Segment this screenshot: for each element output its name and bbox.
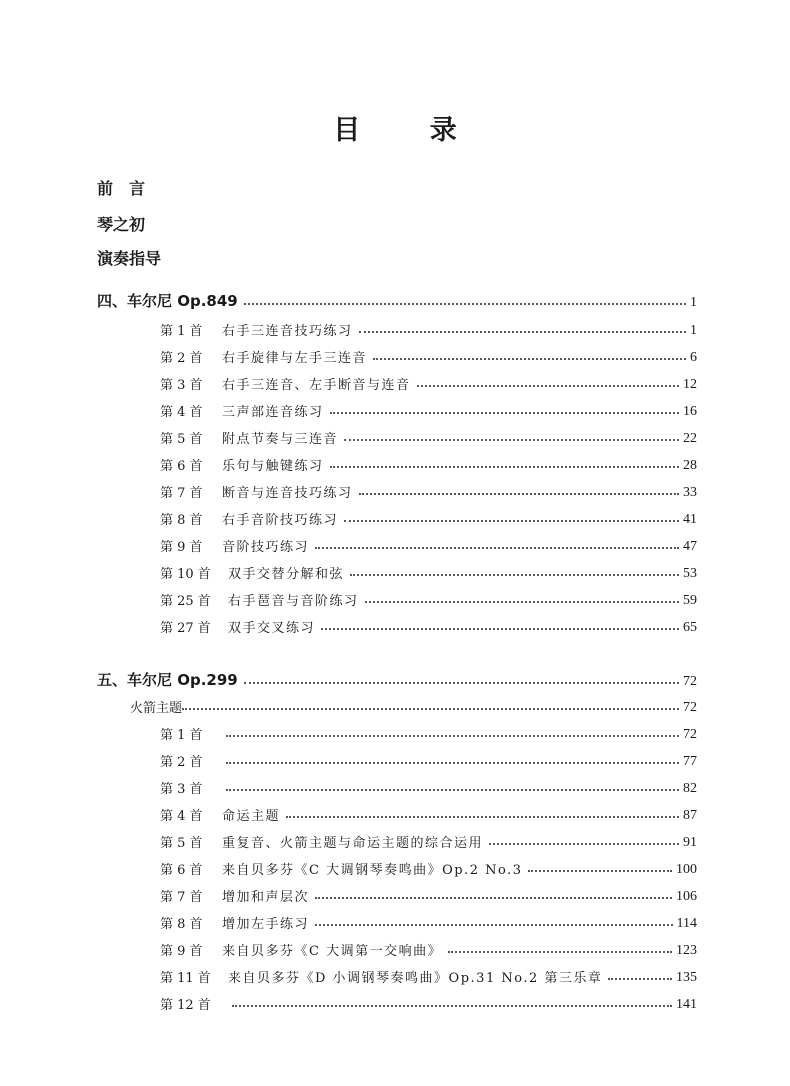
toc-entry-title: 双手交叉练习 [228,621,316,636]
toc-entry-title: 右手音阶技巧练习 [222,513,339,528]
dot-leader [330,412,679,414]
dot-leader [330,466,679,468]
toc-entry-title: 三声部连音练习 [222,405,324,420]
toc-entry-title: 音阶技巧练习 [222,540,310,555]
toc-entry-title: 增加和声层次 [222,890,310,905]
toc-entry-row[interactable] [160,883,697,905]
toc-page-number: 141 [676,997,697,1012]
toc-entry-number: 第 3 首 [160,378,203,393]
toc-section-row[interactable] [130,694,697,716]
dot-leader [182,708,679,710]
toc-intro-beginning: 琴之初 [97,215,146,234]
toc-entry-row[interactable] [160,317,697,339]
toc-part-title: 五、车尔尼 Op.299 [97,671,238,689]
dot-leader [528,870,672,872]
toc-entry-row[interactable] [160,452,697,474]
toc-entry-number: 第 6 首 [160,459,203,474]
toc-entry-title: 右手琶音与音阶练习 [228,594,359,609]
toc-page-number: 16 [683,404,697,419]
toc-entry-row[interactable] [160,425,697,447]
toc-entry-number: 第 4 首 [160,405,203,420]
toc-entry-row[interactable] [160,344,697,366]
toc-section-title: 火箭主题 [130,701,183,716]
dot-leader [344,439,679,441]
toc-page-number: 1 [690,295,697,310]
toc-entry-row[interactable] [160,560,697,582]
toc-entry-title: 重复音、火箭主题与命运主题的综合运用 [222,836,484,851]
dot-leader [315,547,679,549]
toc-page-number: 82 [683,781,697,796]
toc-page-number: 123 [676,943,697,958]
toc-page-number: 1 [690,323,697,338]
dot-leader [315,924,673,926]
toc-entry-title: 右手三连音技巧练习 [222,324,353,339]
dot-leader [244,303,686,305]
toc-page-number: 87 [683,808,697,823]
dot-leader [365,601,679,603]
toc-page-number: 12 [683,377,697,392]
toc-entry-row[interactable] [160,506,697,528]
toc-page-number: 72 [683,700,697,715]
toc-entry-number: 第 9 首 [160,540,203,555]
toc-intro-guidance: 演奏指导 [97,249,162,268]
toc-page-number: 114 [676,916,697,931]
toc-entry-row[interactable] [160,748,697,770]
dot-leader [286,816,679,818]
toc-entry-title: 右手三连音、左手断音与连音 [222,378,411,393]
dot-leader [359,331,686,333]
toc-entry-row[interactable] [160,721,697,743]
toc-entry-title: 来自贝多芬《C 大调钢琴奏鸣曲》Op.2 No.3 [222,863,523,878]
toc-entry-row[interactable] [160,479,697,501]
dot-leader [373,358,686,360]
toc-entry-title: 附点节奏与三连音 [222,432,339,447]
toc-entry-number: 第 11 首 [160,971,211,986]
toc-entry-title: 来自贝多芬《D 小调钢琴奏鸣曲》Op.31 No.2 第三乐章 [228,971,603,986]
toc-page-number: 135 [676,970,697,985]
toc-entry-number: 第 10 首 [160,567,211,582]
dot-leader [315,897,672,899]
toc-page-number: 100 [676,862,697,877]
dot-leader [226,789,679,791]
dot-leader [226,735,679,737]
toc-page-number: 33 [683,485,697,500]
dot-leader [226,762,679,764]
dot-leader [321,628,679,630]
dot-leader [344,520,679,522]
toc-entry-number: 第 27 首 [160,621,211,636]
toc-entry-number: 第 5 首 [160,836,203,851]
toc-entry-number: 第 25 首 [160,594,211,609]
toc-entry-number: 第 1 首 [160,324,203,339]
toc-page-number: 77 [683,754,697,769]
toc-entry-number: 第 8 首 [160,513,203,528]
toc-entry-number: 第 5 首 [160,432,203,447]
toc-entry-row[interactable] [160,371,697,393]
toc-entry-number: 第 7 首 [160,890,203,905]
toc-page-number: 91 [683,835,697,850]
toc-entry-number: 第 1 首 [160,728,203,743]
toc-entry-row[interactable] [160,937,697,959]
dot-leader [232,1005,672,1007]
toc-page-number: 72 [683,674,697,689]
dot-leader [608,978,672,980]
toc-page-number: 65 [683,620,697,635]
toc-entry-number: 第 6 首 [160,863,203,878]
toc-intro-preface: 前 言 [97,179,146,198]
toc-page-number: 106 [676,889,697,904]
toc-entry-title: 断音与连音技巧练习 [222,486,353,501]
toc-entry-number: 第 8 首 [160,917,203,932]
toc-page-number: 6 [690,350,697,365]
toc-entry-row[interactable] [160,587,697,609]
toc-page-number: 59 [683,593,697,608]
toc-entry-row[interactable] [160,775,697,797]
toc-entry-number: 第 12 首 [160,998,211,1013]
toc-page-number: 22 [683,431,697,446]
toc-entry-number: 第 2 首 [160,755,203,770]
page-title: 目 录 [333,115,487,146]
toc-entry-number: 第 3 首 [160,782,203,797]
toc-entry-title: 乐句与触键练习 [222,459,324,474]
dot-leader [489,843,679,845]
toc-entry-row[interactable] [160,964,697,986]
dot-leader [244,682,679,684]
toc-entry-row[interactable] [160,614,697,636]
toc-entry-row[interactable] [160,802,697,824]
dot-leader [417,385,679,387]
toc-part-row[interactable] [97,668,697,690]
dot-leader [448,951,672,953]
toc-page-number: 41 [683,512,697,527]
toc-entry-title: 右手旋律与左手三连音 [222,351,368,366]
toc-part-title: 四、车尔尼 Op.849 [97,292,238,310]
toc-entry-title: 增加左手练习 [222,917,310,932]
toc-entry-title: 命运主题 [222,809,281,824]
toc-entry-row[interactable] [160,991,697,1013]
dot-leader [359,493,679,495]
toc-entry-row[interactable] [160,533,697,555]
toc-part-row[interactable] [97,289,697,311]
toc-entry-row[interactable] [160,910,697,932]
dot-leader [350,574,679,576]
toc-page-number: 47 [683,539,697,554]
toc-entry-number: 第 4 首 [160,809,203,824]
toc-entry-row[interactable] [160,829,697,851]
toc-entry-row[interactable] [160,398,697,420]
toc-entry-number: 第 9 首 [160,944,203,959]
toc-entry-title: 来自贝多芬《C 大调第一交响曲》 [222,944,443,959]
toc-page-number: 72 [683,727,697,742]
toc-entry-title: 双手交替分解和弦 [228,567,345,582]
toc-page-number: 53 [683,566,697,581]
toc-page-number: 28 [683,458,697,473]
toc-entry-number: 第 2 首 [160,351,203,366]
toc-entry-row[interactable] [160,856,697,878]
toc-entry-number: 第 7 首 [160,486,203,501]
